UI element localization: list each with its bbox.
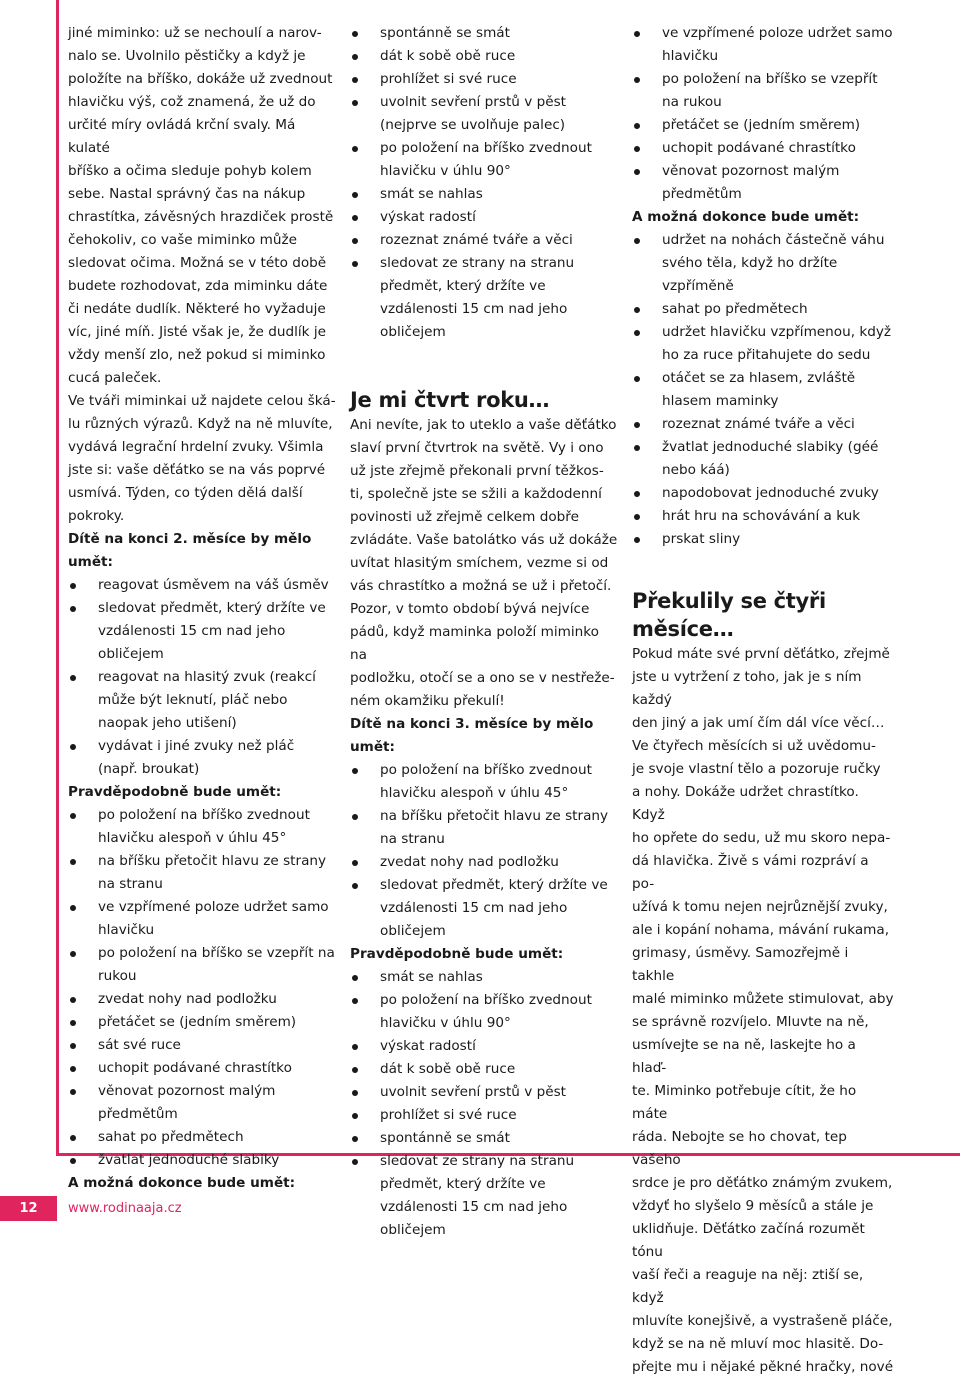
- list-item: výskat radostí: [350, 1035, 618, 1058]
- list-item: uvolnit sevření prstů v pěst: [350, 1081, 618, 1104]
- text-line: malé miminko můžete stimulovat, aby: [632, 991, 894, 1007]
- bullet-list: [68, 804, 336, 1172]
- text-line: den jiný a jak umí čím dál více věcí…: [632, 715, 885, 731]
- text-line: ném okamžiku překulí!: [350, 693, 505, 709]
- list-item: po položení na bříško zvednout hlavičku v úhlu 90°: [350, 989, 618, 1035]
- column-1: [68, 22, 336, 1195]
- column-2: [350, 22, 618, 1242]
- list-item: dát k sobě obě ruce: [350, 45, 618, 68]
- text-line: usmívejte se na ně, laskejte ho a hlaď-: [632, 1037, 856, 1076]
- list-item: reagovat úsměvem na váš úsměv: [68, 574, 336, 597]
- intro-text: [68, 22, 336, 528]
- list-item: sahat po předmětech: [632, 298, 894, 321]
- text-line: když se na ně mluví moc hlasitě. Do-: [632, 1336, 884, 1352]
- text-line: Ve čtyřech měsících si už uvědomu-: [632, 738, 876, 754]
- text-line: čehokoliv, co vaše miminko může: [68, 232, 298, 248]
- list-item: vydávat i jiné zvuky než pláč (např. broukat): [68, 735, 336, 781]
- article-text: [632, 643, 894, 1379]
- text-line: přejte mu i nějaké pěkné hračky, nové: [632, 1359, 894, 1375]
- list-item: sledovat ze strany na stranu předmět, který držíte ve vzdálenosti 15 cm nad jeho obličejem: [350, 1150, 618, 1242]
- section-title: Překulily se čtyři měsíce…: [632, 589, 826, 641]
- text-line: uvítat hlasitým smíchem, vezme si od: [350, 555, 609, 571]
- text-line: pádů, když maminka položí miminko na: [350, 624, 599, 663]
- text-line: pokroky.: [68, 508, 125, 524]
- list-item: po položení na bříško zvednout hlavičku alespoň v úhlu 45°: [68, 804, 336, 850]
- text-line: cucá paleček.: [68, 370, 162, 386]
- list-item: ve vzpřímené poloze udržet samo hlavičku: [632, 22, 894, 68]
- list-item: zvedat nohy nad podložku: [350, 851, 618, 874]
- text-line: dá hlavička. Živě s vámi rozpráví a po-: [632, 853, 869, 892]
- section-heading: Pravděpodobně bude umět:: [68, 784, 282, 800]
- text-line: Ani nevíte, jak to uteklo a vaše děťátko: [350, 417, 617, 433]
- text-line: sledovat očima. Možná se v této době: [68, 255, 327, 271]
- text-line: Ve tváři miminkai už najdete celou šká-: [68, 393, 336, 409]
- list-item: otáčet se za hlasem, zvláště hlasem maminky: [632, 367, 894, 413]
- text-line: mluvíte konejšivě, a vystrašeně pláče,: [632, 1313, 893, 1329]
- list-item: spontánně se smát: [350, 1127, 618, 1150]
- text-line: určité míry ovládá krční svaly. Má kulaté: [68, 117, 296, 156]
- text-line: povinosti už zřejmě celkem dobře: [350, 509, 579, 525]
- bullet-list: [350, 759, 618, 943]
- section-heading: Dítě na konci 3. měsíce by mělo umět:: [350, 716, 594, 755]
- text-line: se správně rozvíjelo. Mluvte na ně,: [632, 1014, 869, 1030]
- text-line: srdce je pro děťátko známým zvukem,: [632, 1175, 893, 1191]
- list-item: sledovat předmět, který držíte ve vzdálenosti 15 cm nad jeho obličejem: [68, 597, 336, 666]
- text-line: ráda. Nebojte se ho chovat, tep vašeho: [632, 1129, 847, 1168]
- list-item: po položení na bříško zvednout hlavičku v úhlu 90°: [350, 137, 618, 183]
- text-line: už jste zřejmě překonali první těžkos-: [350, 463, 604, 479]
- list-item: sát své ruce: [68, 1034, 336, 1057]
- text-line: či nedáte dudlík. Některé ho vyžaduje: [68, 301, 326, 317]
- section-heading: Dítě na konci 2. měsíce by mělo umět:: [68, 531, 312, 570]
- article-text: [350, 414, 618, 713]
- text-line: nalo se. Uvolnilo pěstičky a když je: [68, 48, 306, 64]
- bullet-list: [350, 22, 618, 344]
- bullet-list: [632, 22, 894, 206]
- text-line: vždyť ho slyšelo 9 měsíců a stále je: [632, 1198, 874, 1214]
- text-line: vždy menší zlo, než pokud si miminko: [68, 347, 326, 363]
- list-item: rozeznat známé tváře a věci: [350, 229, 618, 252]
- text-line: položíte na bříško, dokáže už zvednout: [68, 71, 333, 87]
- list-item: sahat po předmětech: [68, 1126, 336, 1149]
- list-item: napodobovat jednoduché zvuky: [632, 482, 894, 505]
- section-title: Je mi čtvrt roku…: [350, 388, 550, 412]
- list-item: prskat sliny: [632, 528, 894, 551]
- text-line: hlavičku výš, což znamená, že už do: [68, 94, 316, 110]
- list-item: výskat radostí: [350, 206, 618, 229]
- list-item: zvedat nohy nad podložku: [68, 988, 336, 1011]
- text-line: Pozor, v tomto období bývá nejvíce: [350, 601, 590, 617]
- list-item: na bříšku přetočit hlavu ze strany na stranu: [350, 805, 618, 851]
- bullet-list: [68, 574, 336, 781]
- list-item: reagovat na hlasitý zvuk (reakcí může být leknutí, pláč nebo naopak jeho utišení): [68, 666, 336, 735]
- list-item: prohlížet si své ruce: [350, 68, 618, 91]
- list-item: dát k sobě obě ruce: [350, 1058, 618, 1081]
- list-item: ve vzpřímené poloze udržet samo hlavičku: [68, 896, 336, 942]
- text-line: lu různých výrazů. Když na ně mluvíte,: [68, 416, 333, 432]
- text-line: bříško a očima sleduje pohyb kolem: [68, 163, 312, 179]
- website-link[interactable]: www.rodinaaja.cz: [68, 1201, 182, 1216]
- text-line: Pokud máte své první děťátko, zřejmě: [632, 646, 890, 662]
- list-item: rozeznat známé tváře a věci: [632, 413, 894, 436]
- text-line: usmívá. Týden, co týden dělá další: [68, 485, 303, 501]
- text-line: vydává legrační hrdelní zvuky. Všimla: [68, 439, 324, 455]
- text-line: sebe. Nastal správný čas na nákup: [68, 186, 306, 202]
- list-item: přetáčet se (jedním směrem): [632, 114, 894, 137]
- text-line: vás chrastítko a možná se už i přetočí.: [350, 578, 612, 594]
- list-item: udržet hlavičku vzpřímenou, když ho za ruce přitahujete do sedu: [632, 321, 894, 367]
- text-line: jste u vytržení z toho, jak je s ním každý: [632, 669, 862, 708]
- text-line: ale i kopání nohama, mávání rukama,: [632, 922, 890, 938]
- text-line: chrastítka, závěsných hrazdiček prostě: [68, 209, 334, 225]
- list-item: po položení na bříško zvednout hlavičku alespoň v úhlu 45°: [350, 759, 618, 805]
- list-item: věnovat pozornost malým předmětům: [632, 160, 894, 206]
- list-item: sledovat ze strany na stranu předmět, který držíte ve vzdálenosti 15 cm nad jeho obličejem: [350, 252, 618, 344]
- list-item: udržet na nohách částečně váhu svého těla, když ho držíte vzpříměně: [632, 229, 894, 298]
- list-item: uvolnit sevření prstů v pěst (nejprve se uvolňuje palec): [350, 91, 618, 137]
- list-item: prohlížet si své ruce: [350, 1104, 618, 1127]
- text-line: podložku, otočí se a ono se v nestřeže-: [350, 670, 615, 686]
- text-line: zvládáte. Vaše batolátko vás už dokáže: [350, 532, 618, 548]
- section-heading: A možná dokonce bude umět:: [68, 1175, 296, 1191]
- list-item: smát se nahlas: [350, 183, 618, 206]
- text-line: a nohy. Dokáže udržet chrastítko. Když: [632, 784, 859, 823]
- text-line: jiné miminko: už se nechoulí a narov-: [68, 25, 322, 41]
- text-line: te. Miminko potřebuje cítit, že ho máte: [632, 1083, 857, 1122]
- list-item: uchopit podávané chrastítko: [68, 1057, 336, 1080]
- page-footer: [0, 1196, 960, 1221]
- text-line: slaví první čtvrtrok na světě. Vy i ono: [350, 440, 604, 456]
- text-line: ho opřete do sedu, už mu skoro nepa-: [632, 830, 891, 846]
- section-heading: Pravděpodobně bude umět:: [350, 946, 564, 962]
- list-item: na bříšku přetočit hlavu ze strany na stranu: [68, 850, 336, 896]
- text-line: grimasy, úsměvy. Samozřejmě i takhle: [632, 945, 849, 984]
- section-heading: A možná dokonce bude umět:: [632, 209, 860, 225]
- list-item: smát se nahlas: [350, 966, 618, 989]
- text-line: užívá k tomu nejen nejrůznější zvuky,: [632, 899, 888, 915]
- text-line: jste si: vaše děťátko se na vás poprvé: [68, 462, 326, 478]
- list-item: spontánně se smát: [350, 22, 618, 45]
- list-item: žvatlat jednoduché slabiky (géé nebo káá): [632, 436, 894, 482]
- list-item: věnovat pozornost malým předmětům: [68, 1080, 336, 1126]
- list-item: přetáčet se (jedním směrem): [68, 1011, 336, 1034]
- list-item: hrát hru na schovávání a kuk: [632, 505, 894, 528]
- bullet-list: [632, 229, 894, 551]
- text-line: uklidňuje. Děťátko začíná rozumět tónu: [632, 1221, 865, 1260]
- column-3: [632, 22, 894, 1379]
- text-line: víc, jiné míň. Jisté však je, že dudlík je: [68, 324, 326, 340]
- list-item: sledovat předmět, který držíte ve vzdálenosti 15 cm nad jeho obličejem: [350, 874, 618, 943]
- list-item: po položení na bříško se vzepřít na rukou: [632, 68, 894, 114]
- list-item: po položení na bříško se vzepřít na rukou: [68, 942, 336, 988]
- text-line: je svoje vlastní tělo a pozoruje ručky: [632, 761, 881, 777]
- list-item: uchopit podávané chrastítko: [632, 137, 894, 160]
- text-line: budete rozhodovat, zda miminku dáte: [68, 278, 328, 294]
- text-line: ti, společně jste se sžili a každodenní: [350, 486, 602, 502]
- list-item: žvatlat jednoduché slabiky: [68, 1149, 336, 1172]
- text-line: vaší řeči a reaguje na něj: ztiší se, když: [632, 1267, 864, 1306]
- page-number: 12: [0, 1196, 57, 1221]
